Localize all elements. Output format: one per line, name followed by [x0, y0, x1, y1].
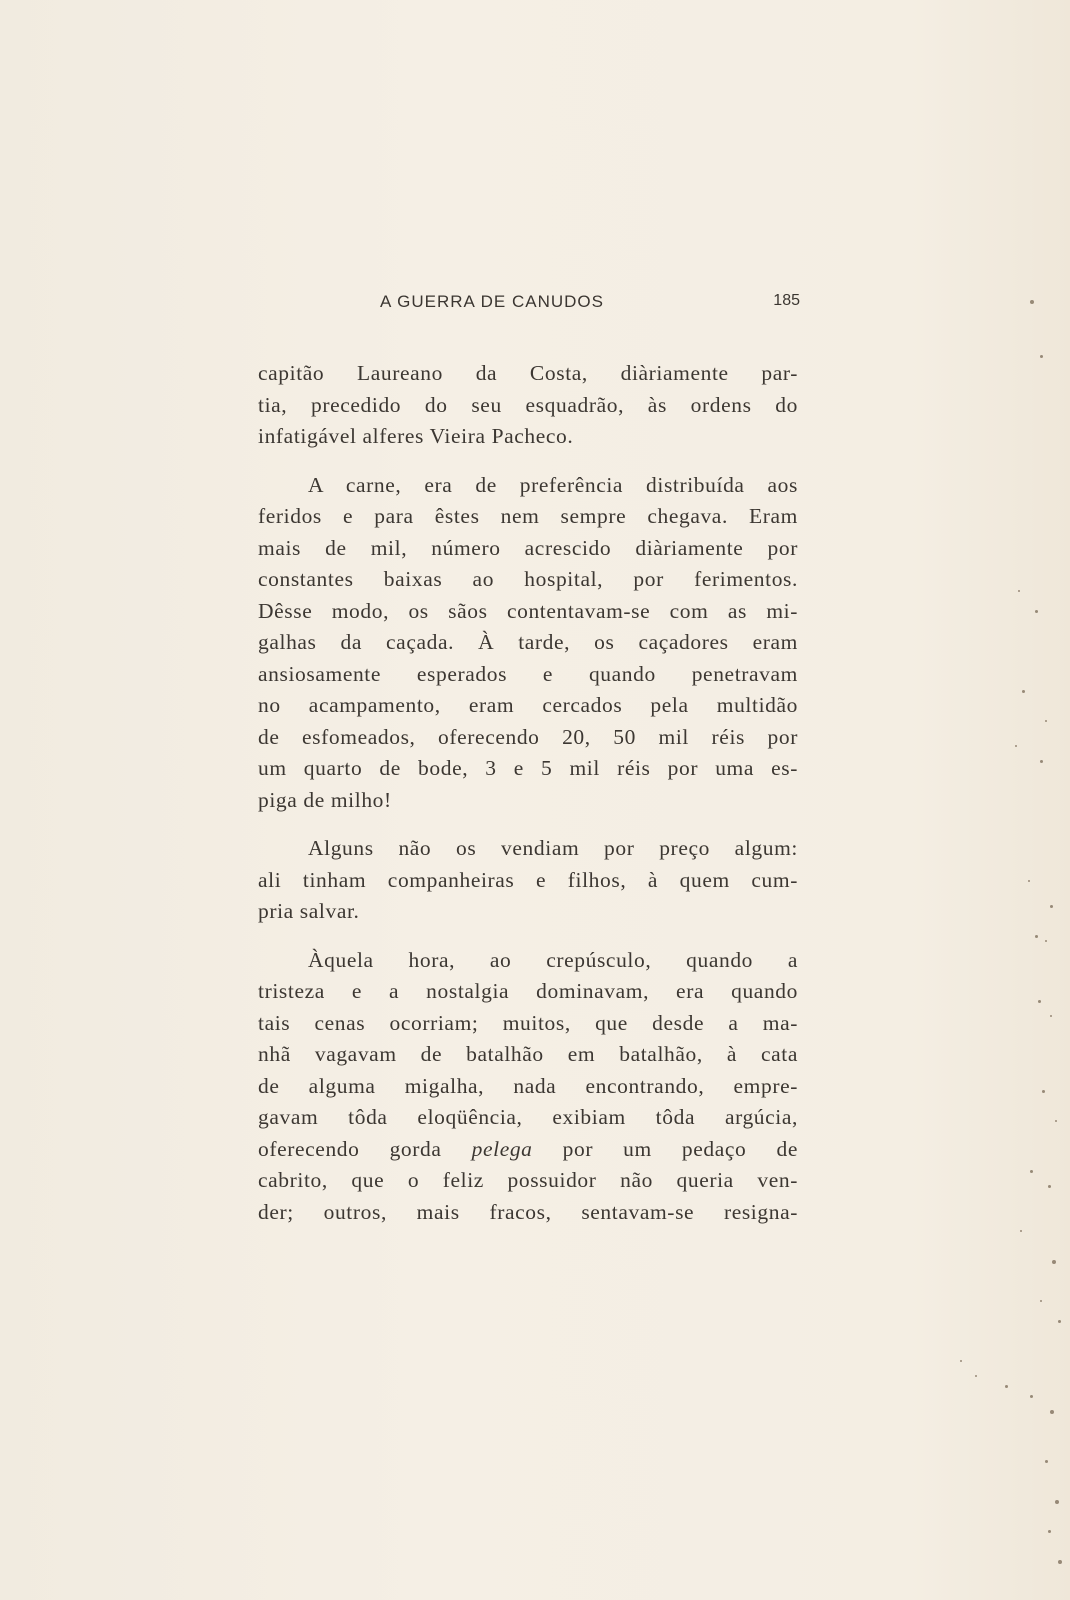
paragraph-2 [258, 470, 798, 817]
paragraph-1 [258, 358, 798, 453]
text-line: nhã vagavam de batalhão em batalhão, à cata [258, 1042, 798, 1066]
paragraph-3 [258, 833, 798, 928]
text-line: Àquela hora, ao crepúsculo, quando a [308, 947, 798, 972]
text-line: pria salvar. [258, 899, 360, 923]
text-line: um quarto de bode, 3 e 5 mil réis por uma es- [258, 756, 798, 780]
text-line: tia, precedido do seu esquadrão, às ordens do [258, 392, 798, 417]
text-line: gavam tôda eloqüência, exibiam tôda argúcia, [258, 1105, 798, 1129]
text-line: no acampamento, eram cercados pela multidão [258, 693, 798, 717]
text-line: de alguma migalha, nada encontrando, empre- [258, 1073, 798, 1098]
text-line: Dêsse modo, os sãos contentavam-se com as mi- [258, 598, 798, 623]
text-line: tristeza e a nostalgia dominavam, era quando [258, 979, 798, 1003]
text-line: der; outros, mais fracos, sentavam-se resigna- [258, 1199, 798, 1224]
text-line: cabrito, que o feliz possuidor não queria ven- [258, 1168, 798, 1192]
body-text [258, 358, 798, 1228]
text-line: feridos e para êstes nem sempre chegava. Eram [258, 504, 798, 528]
text-line: tais cenas ocorriam; muitos, que desde a ma- [258, 1010, 798, 1035]
text-line: de esfomeados, oferecendo 20, 50 mil réis por [258, 724, 798, 749]
text-line: constantes baixas ao hospital, por ferimentos. [258, 567, 798, 591]
text-line: ansiosamente esperados e quando penetravam [258, 661, 798, 686]
page-header [380, 292, 800, 322]
text-line: A carne, era de preferência distribuída aos [308, 472, 798, 497]
text-line: galhas da caçada. À tarde, os caçadores eram [258, 630, 798, 654]
text-line: capitão Laureano da Costa, diàriamente par- [258, 361, 798, 385]
text-line: infatigável alferes Vieira Pacheco. [258, 424, 574, 448]
paragraph-4 [258, 945, 798, 1229]
text-line: Alguns não os vendiam por preço algum: [308, 836, 798, 860]
text-line: oferecendo gorda pelega por um pedaço de [258, 1136, 798, 1161]
running-head: A GUERRA DE CANUDOS [380, 292, 604, 311]
text-line: piga de milho! [258, 787, 392, 812]
text-line: mais de mil, número acrescido diàriamente por [258, 535, 798, 560]
text-line: ali tinham companheiras e filhos, à quem cum- [258, 867, 798, 892]
page-number: 185 [773, 292, 800, 309]
